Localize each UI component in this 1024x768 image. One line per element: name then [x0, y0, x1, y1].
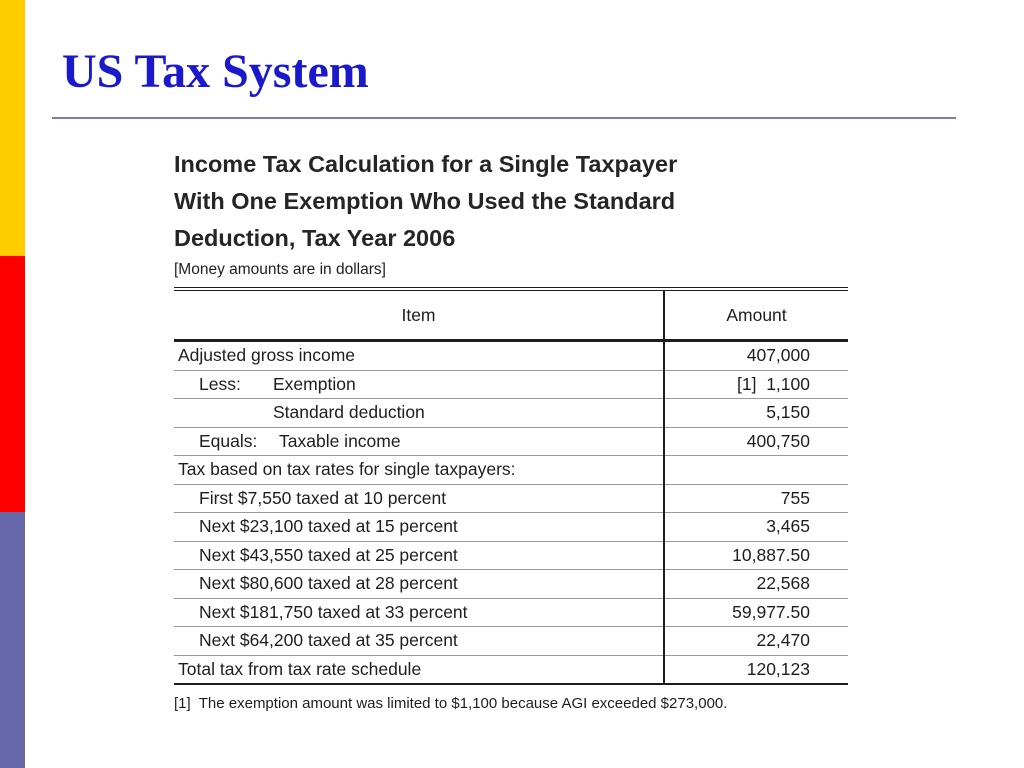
row-item-label: Adjusted gross income — [178, 345, 356, 366]
row-item — [174, 427, 664, 456]
table-row — [174, 598, 848, 627]
row-item-label: Next $80,600 taxed at 28 percent — [199, 573, 458, 594]
table-row — [174, 370, 848, 399]
row-amount: 755 — [664, 484, 848, 513]
table-row — [174, 541, 848, 570]
document-title-line-1: Income Tax Calculation for a Single Taxpayer — [174, 151, 678, 177]
side-bar-red — [0, 256, 25, 512]
row-amount: 22,470 — [664, 627, 848, 656]
row-amount: 400,750 — [664, 427, 848, 456]
document-title-line-3: Deduction, Tax Year 2006 — [174, 225, 456, 251]
row-item — [174, 513, 664, 542]
row-item-label: Next $181,750 taxed at 33 percent — [199, 601, 468, 622]
row-item-label: Total tax from tax rate schedule — [178, 658, 422, 679]
row-item-label: Next $23,100 taxed at 15 percent — [199, 516, 458, 537]
row-item — [174, 399, 664, 428]
row-item — [174, 341, 664, 371]
row-item — [174, 484, 664, 513]
row-item-label: Taxable income — [279, 430, 401, 451]
tax-table — [174, 287, 848, 685]
row-amount: [1] 1,100 — [664, 370, 848, 399]
side-bar-yellow — [0, 0, 25, 256]
row-amount: 59,977.50 — [664, 598, 848, 627]
row-item — [174, 570, 664, 599]
row-prefix: Equals: — [199, 430, 258, 451]
document-title — [174, 146, 848, 257]
row-item — [174, 655, 664, 684]
footnote: [1] The exemption amount was limited to $1,100 because AGI exceeded $273,000. — [174, 695, 728, 712]
row-item-label: Next $43,550 taxed at 25 percent — [199, 544, 458, 565]
row-item — [174, 370, 664, 399]
row-amount: 3,465 — [664, 513, 848, 542]
table-row — [174, 484, 848, 513]
row-item — [174, 541, 664, 570]
table-row — [174, 655, 848, 684]
row-item — [174, 456, 664, 485]
tax-document — [174, 146, 848, 714]
row-amount: 22,568 — [664, 570, 848, 599]
table-row — [174, 513, 848, 542]
row-amount: 120,123 — [664, 655, 848, 684]
side-bar-blue — [0, 512, 25, 768]
row-amount: 5,150 — [664, 399, 848, 428]
money-note: [Money amounts are in dollars] — [174, 261, 386, 278]
table-row — [174, 341, 848, 371]
table-row — [174, 627, 848, 656]
document-title-line-2: With One Exemption Who Used the Standard — [174, 188, 676, 214]
row-item-label: First $7,550 taxed at 10 percent — [199, 487, 447, 508]
table-row — [174, 570, 848, 599]
table-row — [174, 399, 848, 428]
row-amount — [664, 456, 848, 485]
row-item-label: Next $64,200 taxed at 35 percent — [199, 630, 458, 651]
header-item: Item — [174, 289, 664, 341]
row-item — [174, 598, 664, 627]
table-header-row — [174, 289, 848, 341]
table-row — [174, 427, 848, 456]
slide-title: US Tax System — [62, 45, 369, 98]
title-divider — [52, 117, 956, 119]
row-item-label: Tax based on tax rates for single taxpayers: — [178, 459, 516, 480]
row-amount: 407,000 — [664, 341, 848, 371]
table-row — [174, 456, 848, 485]
row-item-label: Standard deduction — [273, 402, 425, 423]
row-item — [174, 627, 664, 656]
row-item-label: Exemption — [273, 373, 356, 394]
header-amount: Amount — [664, 289, 848, 341]
row-prefix: Less: — [199, 373, 241, 394]
row-amount: 10,887.50 — [664, 541, 848, 570]
